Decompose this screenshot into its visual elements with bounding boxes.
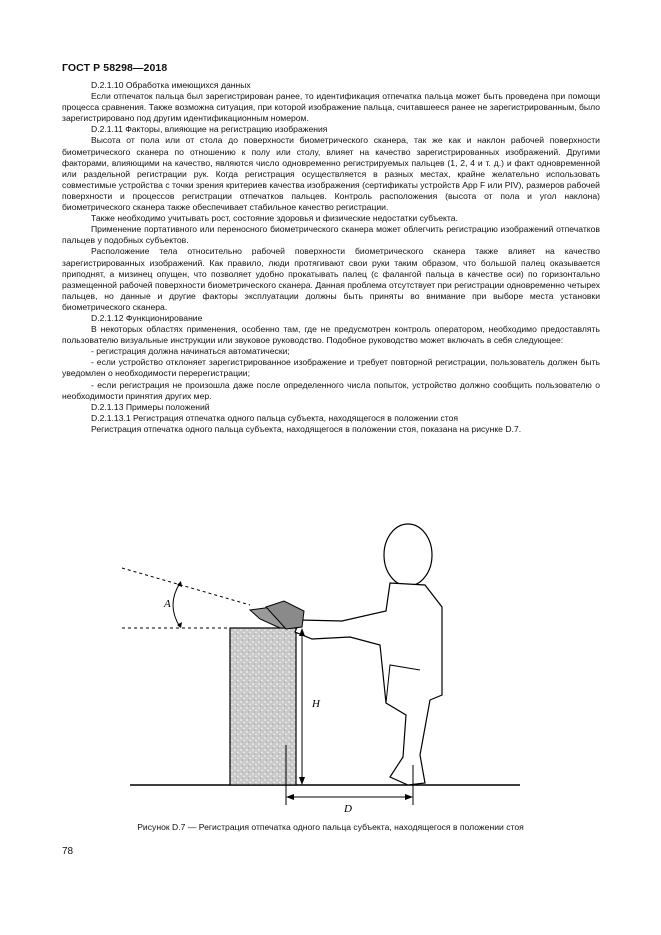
paragraph: Применение портативного или переносного биометрического сканера может облегчить регистрацию изображений отпечатков пальцев у подобных субъектов. <box>62 224 600 246</box>
body-text <box>62 80 600 435</box>
person-body <box>295 583 442 785</box>
section-heading: D.2.1.12 Функционирование <box>91 312 203 323</box>
paragraph: Расположение тела относительно рабочей поверхности биометрического сканера также влияет на качество зарегистрированных изображений. Как правило, люди протягивают свои руки таким образом, что большой палец оказывается приподнят, а мизинец опущен, что позволяет удобно прокатывать палец (с фалангой пальца в качестве оси) по горизонтально размещенной рабочей поверхности биометрического сканера. Данная проблема отсутствует при регистрации одновременно четырех пальцев, но данные и другие факторы эксплуатации должны быть приняты во внимание при выборе места установки биометрического сканера. <box>62 246 600 312</box>
paragraph: Если отпечаток пальца был зарегистрирован ранее, то идентификация отпечатка пальца может быть проведена при помощи процесса сравнения. Также возможна ситуация, при которой изображение пальца, считавшееся ранее не зарегистрированным, было зарегистрировано под другим идентификационным номером. <box>62 91 600 124</box>
figure-caption: Рисунок D.7 — Регистрация отпечатка одного пальца субъекта, находящегося в положении стоя <box>137 822 524 832</box>
page-number: 78 <box>62 846 74 857</box>
angle-arc <box>173 583 180 627</box>
list-item: - если регистрация не произошла даже после определенного числа попыток, устройство должно сообщить пользователю о необходимости принятия других мер. <box>62 379 600 401</box>
list-item: - если устройство отклоняет зарегистрированное изображение и требует повторной регистрации, пользователь должен быть уведомлен о необходимости перерегистрации; <box>62 357 600 379</box>
paragraph: Также необходимо учитывать рост, состояние здоровья и физические недостатки субъекта. <box>91 213 458 224</box>
paragraph: В некоторых областях применения, особенно там, где не предусмотрен контроль оператором, необходимо предоставлять пользователю визуальные инструкции или звуковое руководство. Подобное руководство может включать в себя следующее: <box>62 324 600 346</box>
page-header: ГОСТ Р 58298—2018 <box>62 62 168 74</box>
section-heading: D.2.1.10 Обработка имеющихся данных <box>91 80 251 90</box>
tilt-line <box>122 568 250 605</box>
section-heading: D.2.1.11 Факторы, влияющие на регистрацию изображения <box>91 124 328 135</box>
list-item: - регистрация должна начинаться автоматически; <box>91 346 290 357</box>
height-label: H <box>312 698 320 710</box>
angle-label: A <box>164 598 171 610</box>
paragraph: Высота от пола или от стола до поверхности биометрического сканера, так же как и наклон рабочей поверхности биометрического сканера по отношению к полу или столу, влияет на качество зарегистрированных изображений. Другими факторами, влияющими на качество, являются число одновременно регистрируемых пальцев (1, 2, 4 и т. д.) и факт одновременной или раздельной регистрации рук. Когда регистрация осуществляется в разных местах, крайне желательно использовать совместимые устройства с точки зрения критериев качества изображения (сертификаты устройств App F или PIV), размеров рабочей поверхности и процессов регистрации отпечатков пальцев. Контроль расположения (высота от пола и угол наклона) биометрического сканера также обеспечивает стабильное качество регистрации. <box>62 135 600 213</box>
figure-d7 <box>90 515 570 815</box>
section-heading: D.2.1.13 Примеры положений <box>91 401 210 412</box>
distance-label: D <box>344 803 352 815</box>
person-head <box>384 524 432 586</box>
paragraph: Регистрация отпечатка одного пальца субъекта, находящегося в положении стоя, показана на рисунке D.7. <box>91 423 522 434</box>
section-heading: D.2.1.13.1 Регистрация отпечатка одного пальца субъекта, находящегося в положении стоя <box>91 412 459 423</box>
